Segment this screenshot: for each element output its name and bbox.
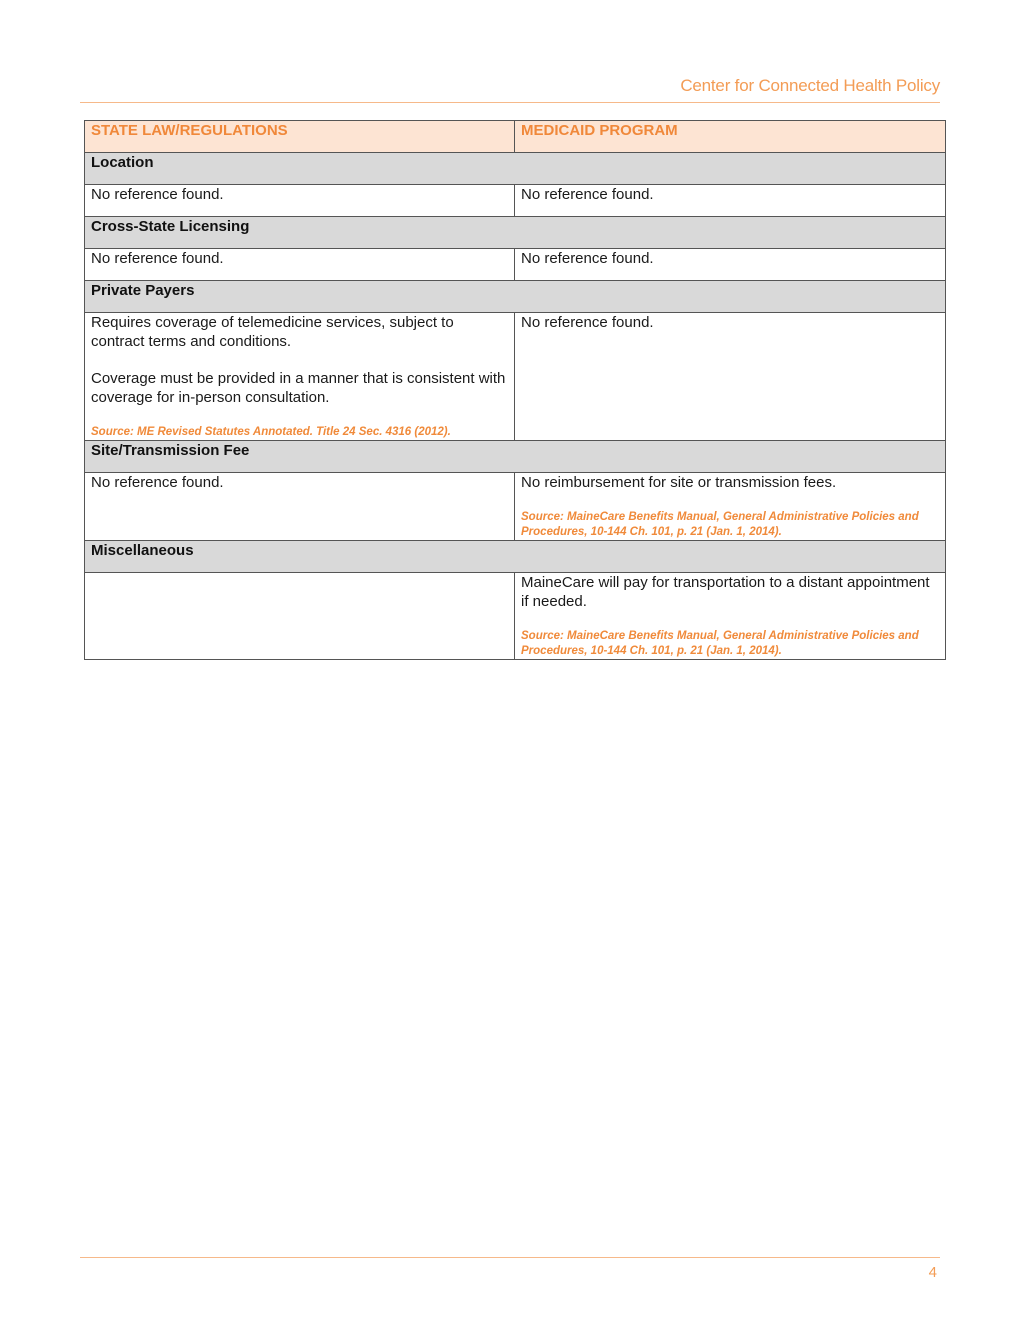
section-row-miscellaneous: [85, 541, 946, 573]
state-law-paragraph: Coverage must be provided in a manner that is consistent with coverage for in-person consultation.: [91, 370, 506, 406]
column-header-state-law: STATE LAW/REGULATIONS: [85, 121, 515, 153]
state-law-paragraph: No reference found.: [91, 474, 224, 491]
medicaid-paragraph: No reference found.: [521, 314, 654, 331]
state-law-cell: [85, 573, 515, 660]
section-row-private-payers: [85, 281, 946, 313]
medicaid-cell: No reference found.: [515, 249, 946, 281]
document-header-title: Center for Connected Health Policy: [680, 76, 940, 95]
state-law-cell: No reference found.: [85, 249, 515, 281]
state-law-cell: No reference found.: [85, 185, 515, 217]
section-row-site-transmission-fee: [85, 441, 946, 473]
medicaid-cell: [515, 473, 946, 541]
section-title: Private Payers: [85, 281, 946, 313]
section-title: Location: [85, 153, 946, 185]
state-law-cell: [85, 473, 515, 541]
section-row-cross-state-licensing: [85, 217, 946, 249]
table-header-row: [85, 121, 946, 153]
section-title: Cross-State Licensing: [85, 217, 946, 249]
medicaid-cell: [515, 573, 946, 660]
policy-table: [84, 120, 946, 660]
footer-divider: [80, 1257, 940, 1258]
source-citation: Source: ME Revised Statutes Annotated. Title 24 Sec. 4316 (2012).: [91, 426, 451, 438]
table-row: [85, 473, 946, 541]
medicaid-cell: No reference found.: [515, 185, 946, 217]
source-citation: Source: MaineCare Benefits Manual, General Administrative Policies and Procedures, 10-144 Ch. 101, p. 21 (Jan. 1, 2014).: [521, 630, 919, 657]
table-row: [85, 573, 946, 660]
medicaid-paragraph: No reimbursement for site or transmission fees.: [521, 474, 837, 491]
page-number: 4: [928, 1264, 937, 1281]
table-row: [85, 313, 946, 441]
section-title: Site/Transmission Fee: [85, 441, 946, 473]
table-row: [85, 249, 946, 281]
source-citation: Source: MaineCare Benefits Manual, General Administrative Policies and Procedures, 10-144 Ch. 101, p. 21 (Jan. 1, 2014).: [521, 511, 919, 538]
state-law-paragraph: Requires coverage of telemedicine services, subject to contract terms and conditions.: [91, 314, 454, 350]
medicaid-paragraph: MaineCare will pay for transportation to a distant appointment if needed.: [521, 574, 930, 610]
section-row-location: [85, 153, 946, 185]
table-row: [85, 185, 946, 217]
medicaid-cell: [515, 313, 946, 441]
header-divider: [80, 102, 940, 103]
column-header-medicaid: MEDICAID PROGRAM: [515, 121, 946, 153]
state-law-cell: [85, 313, 515, 441]
section-title: Miscellaneous: [85, 541, 946, 573]
